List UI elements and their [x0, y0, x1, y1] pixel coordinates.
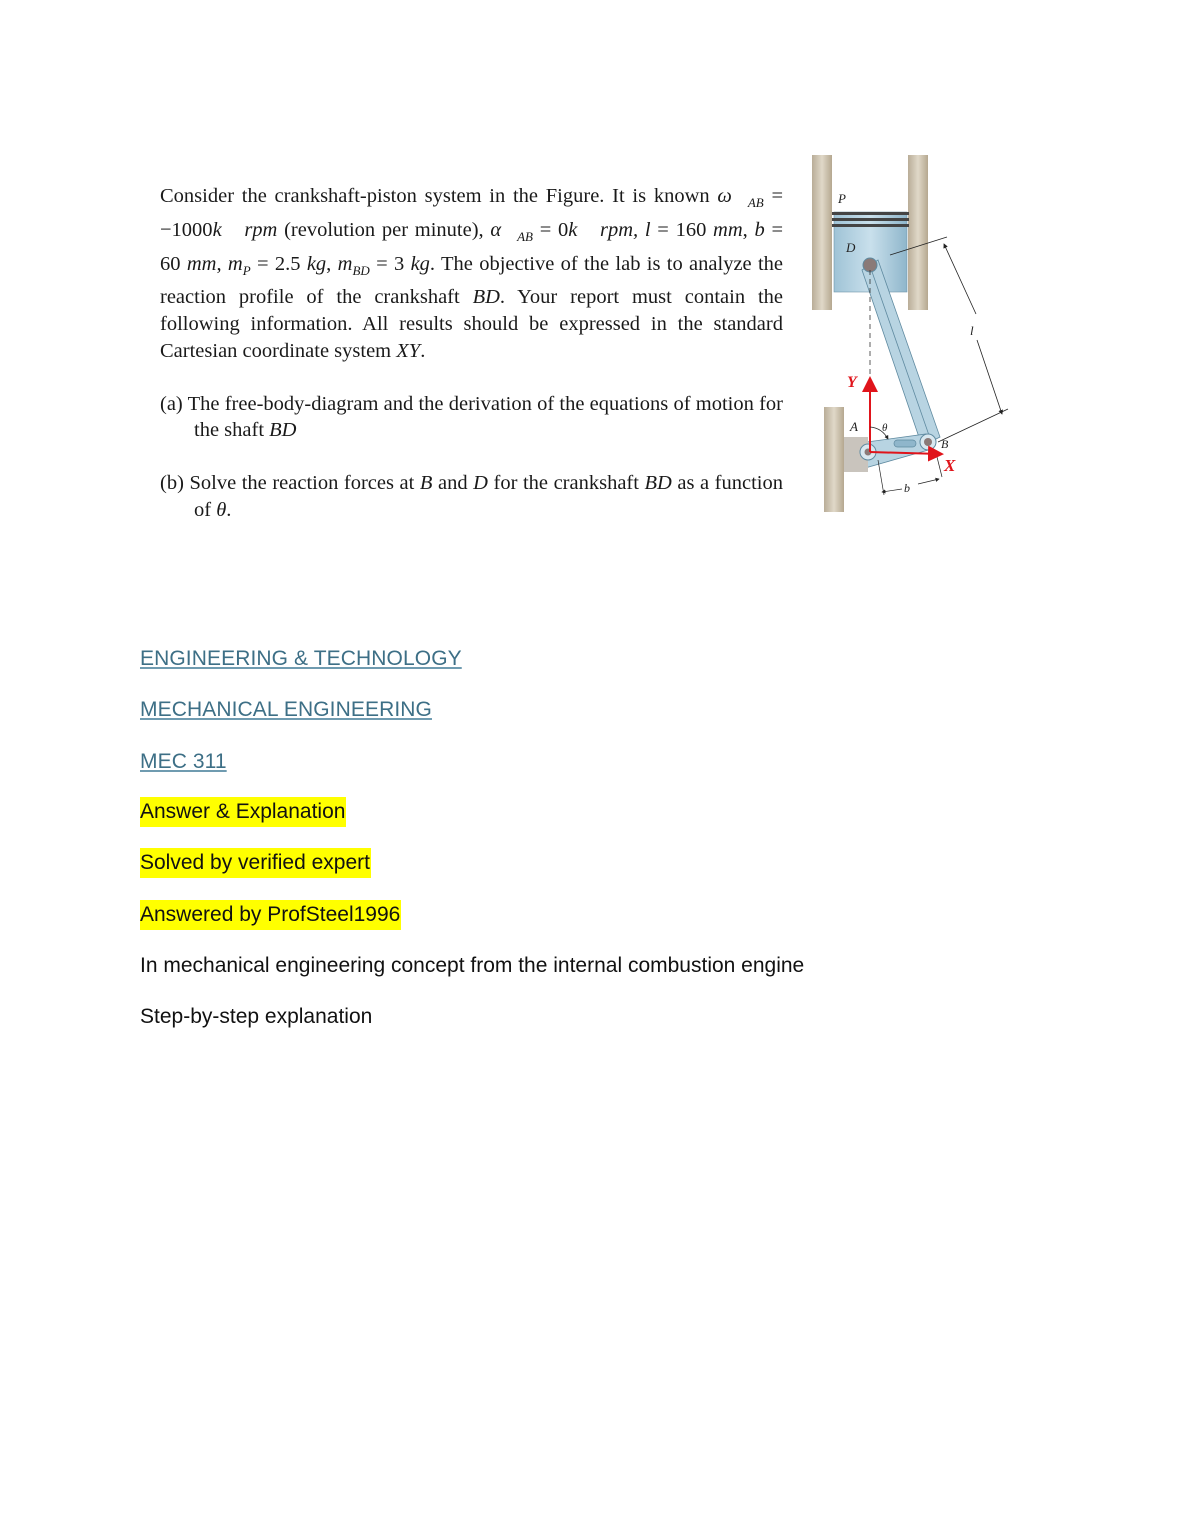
answered-by: Answered by ProfSteel1996: [140, 900, 401, 930]
label-D: D: [846, 240, 856, 255]
problem-statement: [160, 183, 783, 523]
breadcrumb-engineering-technology[interactable]: ENGINEERING & TECHNOLOGY: [140, 647, 462, 670]
label-theta: θ: [882, 422, 888, 434]
crankshaft-piston-figure: [812, 152, 1017, 517]
alpha-symbol: $\alpha⃗_{AB}$: [490, 218, 533, 244]
answer-section: [140, 797, 804, 1053]
breadcrumb-mec-311[interactable]: MEC 311: [140, 749, 227, 773]
part-b: (b) Solve the reaction forces at B and D for the crankshaft BD as a function of θ.: [160, 471, 783, 521]
answer-summary: In mechanical engineering concept from the internal combustion engine: [140, 953, 805, 977]
cylinder-wall-left: [812, 155, 832, 310]
breadcrumb: [140, 645, 462, 799]
label-X: X: [944, 456, 956, 475]
pin-D: [863, 258, 877, 272]
label-P: P: [838, 191, 846, 206]
label-A: A: [850, 419, 858, 434]
answer-heading: Answer & Explanation: [140, 797, 346, 827]
part-a: (a) The free-body-diagram and the derivation of the equations of motion for the shaft BD: [160, 392, 783, 442]
problem-intro: Consider the crankshaft-piston system in the Figure. It is known $\omega⃗_{AB}$ = −1000k⃗ rpm (revolution per minute), $\alpha⃗_{AB}$ = 0k⃗ rpm, l = 160 mm, b = 60 mm, $m_P = 2.5$ kg, $m_{BD} = 3$ kg. The objective of the lab is to analyze the reaction profile of the crankshaft BD. Your report must contain the following information. All results should be expressed in the standard Cartesian coordinate system XY.: [160, 185, 784, 362]
label-l: l: [970, 323, 974, 338]
step-by-step-heading: Step-by-step explanation: [140, 1005, 373, 1029]
omega-symbol: $\omega⃗_{AB}$: [717, 185, 764, 211]
crankshaft-diagram: [812, 152, 1017, 517]
breadcrumb-mechanical-engineering[interactable]: MECHANICAL ENGINEERING: [140, 698, 432, 722]
label-b: b: [904, 481, 910, 495]
label-B: B: [941, 437, 949, 451]
cylinder-wall-right: [908, 155, 928, 310]
label-Y: Y: [847, 374, 857, 391]
ground-wall: [824, 407, 844, 512]
solved-by-badge: Solved by verified expert: [140, 848, 371, 878]
